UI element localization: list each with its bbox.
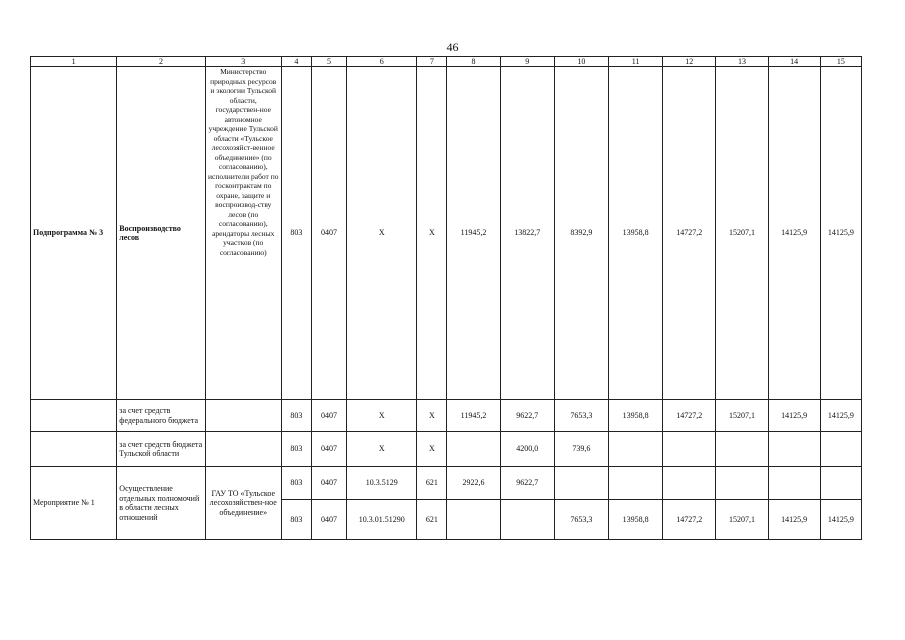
table-row-measure bbox=[31, 467, 862, 500]
cell-value: Х bbox=[417, 432, 447, 467]
cell-value: 803 bbox=[281, 467, 311, 500]
cell-value: 0407 bbox=[311, 467, 346, 500]
column-header: 4 bbox=[281, 57, 311, 67]
funding-source: за счет средств бюджета Тульской области bbox=[117, 432, 205, 467]
cell-value: 0407 bbox=[311, 432, 346, 467]
measure-name: Осуществление отдельных полномочий в области лесных отношений bbox=[117, 467, 205, 540]
measure-executor: ГАУ ТО «Тульское лесохозяйствен-ное объединение» bbox=[205, 467, 281, 540]
budget-table bbox=[30, 56, 862, 540]
responsible-executors: Министерство природных ресурсов и экологии Тульской области, государствен-ное автономное учреждение Тульской области «Тульское лесохозяйст-венное объединение» (по согласованию), исполнители работ по госконтрактам по охране, защите и воспроизвод-ству лесов (по согласованию), арендаторы лесных участков (по согласованию) bbox=[205, 67, 281, 400]
column-header: 8 bbox=[447, 57, 500, 67]
table-row-subprogram bbox=[31, 67, 862, 400]
cell-value: 9622,7 bbox=[500, 467, 554, 500]
column-header: 3 bbox=[205, 57, 281, 67]
measure-title: Мероприятие № 1 bbox=[31, 467, 117, 540]
cell-value: 11945,2 bbox=[447, 67, 500, 400]
column-header: 9 bbox=[500, 57, 554, 67]
column-header: 15 bbox=[820, 57, 861, 67]
page-number: 46 bbox=[446, 40, 459, 54]
column-header: 7 bbox=[417, 57, 447, 67]
cell-value: 4200,0 bbox=[500, 432, 554, 467]
cell-value: 10.3.01.51290 bbox=[347, 500, 417, 540]
cell-value: 14125,9 bbox=[768, 500, 820, 540]
cell-value: 15207,1 bbox=[716, 400, 768, 432]
cell-value: 14125,9 bbox=[820, 67, 861, 400]
cell-value: 15207,1 bbox=[716, 67, 768, 400]
column-header: 10 bbox=[554, 57, 608, 67]
cell-value: 0407 bbox=[311, 500, 346, 540]
cell-value: 2922,6 bbox=[447, 467, 500, 500]
cell-value: 13958,8 bbox=[609, 67, 663, 400]
cell-value: 803 bbox=[281, 500, 311, 540]
cell-value: 14727,2 bbox=[663, 500, 716, 540]
cell-value: 14125,9 bbox=[820, 400, 861, 432]
column-header: 1 bbox=[31, 57, 117, 67]
subprogram-name: Воспроизводство лесов bbox=[117, 67, 205, 400]
cell-value: 9622,7 bbox=[500, 400, 554, 432]
column-header: 12 bbox=[663, 57, 716, 67]
cell-value: 8392,9 bbox=[554, 67, 608, 400]
cell-value: 14125,9 bbox=[768, 67, 820, 400]
column-number-row bbox=[31, 57, 862, 67]
cell-value: 13958,8 bbox=[609, 400, 663, 432]
cell-value: 14727,2 bbox=[663, 67, 716, 400]
cell-value: 13958,8 bbox=[609, 500, 663, 540]
cell-value: 14125,9 bbox=[768, 400, 820, 432]
cell-value: 803 bbox=[281, 67, 311, 400]
subprogram-title: Подпрограмма № 3 bbox=[31, 67, 117, 400]
cell-value: 7653,3 bbox=[554, 500, 608, 540]
column-header: 6 bbox=[347, 57, 417, 67]
cell-value: 7653,3 bbox=[554, 400, 608, 432]
column-header: 5 bbox=[311, 57, 346, 67]
cell-value: 621 bbox=[417, 467, 447, 500]
cell-value: Х bbox=[347, 400, 417, 432]
table-row-federal bbox=[31, 400, 862, 432]
cell-value: 14125,9 bbox=[820, 500, 861, 540]
cell-value: 15207,1 bbox=[716, 500, 768, 540]
column-header: 14 bbox=[768, 57, 820, 67]
cell-value: 0407 bbox=[311, 400, 346, 432]
column-header: 11 bbox=[609, 57, 663, 67]
funding-source: за счет средств федерального бюджета bbox=[117, 400, 205, 432]
cell-value: Х bbox=[417, 67, 447, 400]
cell-value: Х bbox=[417, 400, 447, 432]
cell-value: 803 bbox=[281, 432, 311, 467]
table-row-regional bbox=[31, 432, 862, 467]
cell-value: Х bbox=[347, 432, 417, 467]
cell-value: 10.3.5129 bbox=[347, 467, 417, 500]
column-header: 2 bbox=[117, 57, 205, 67]
cell-value: 13822,7 bbox=[500, 67, 554, 400]
cell-value: 739,6 bbox=[554, 432, 608, 467]
cell-value: 803 bbox=[281, 400, 311, 432]
cell-value: 11945,2 bbox=[447, 400, 500, 432]
cell-value: Х bbox=[347, 67, 417, 400]
cell-value: 14727,2 bbox=[663, 400, 716, 432]
cell-value: 621 bbox=[417, 500, 447, 540]
cell-value: 0407 bbox=[311, 67, 346, 400]
column-header: 13 bbox=[716, 57, 768, 67]
